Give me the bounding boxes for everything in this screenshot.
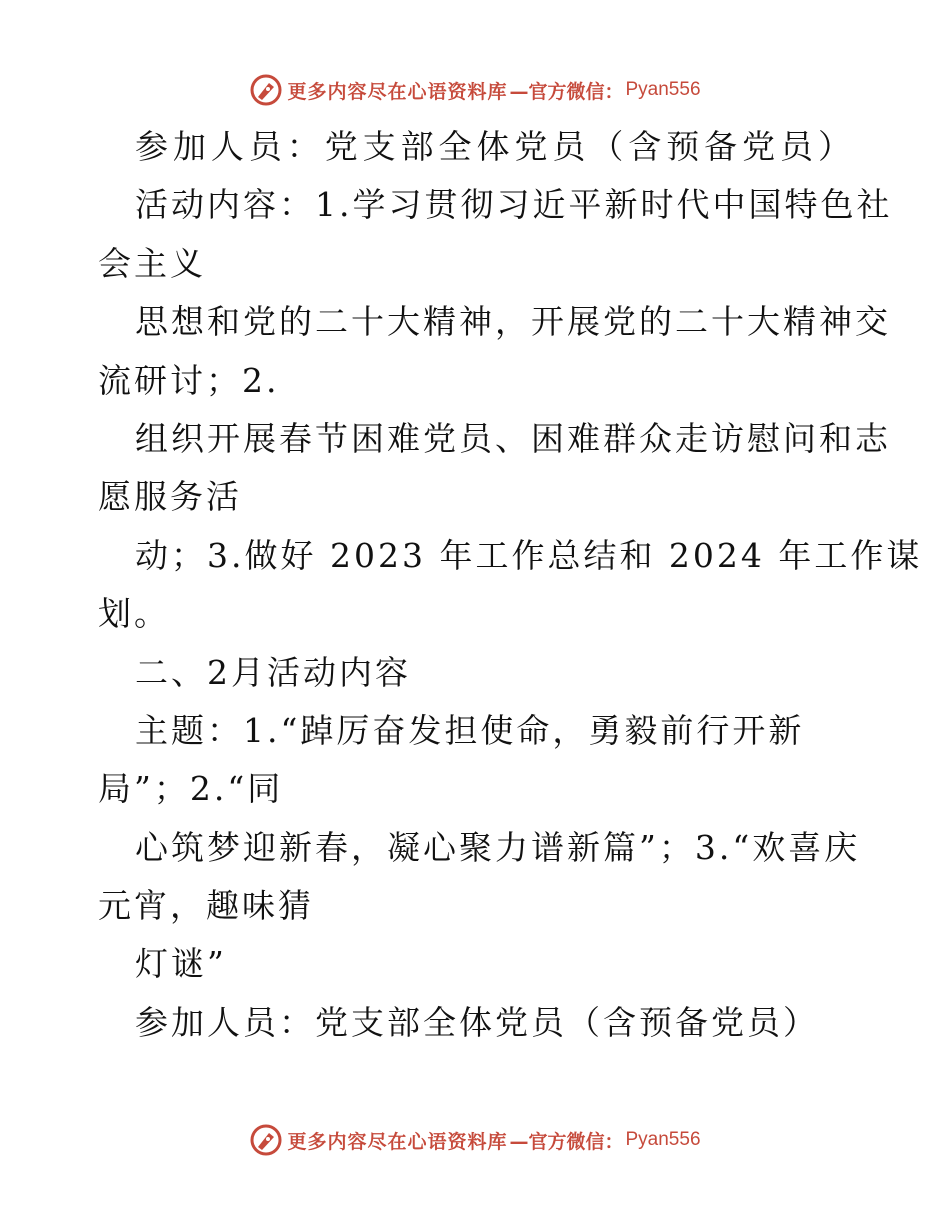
- text-line: 愿服务活: [98, 477, 242, 517]
- text-line: 参加人员：党支部全体党员（含预备党员）: [135, 127, 854, 166]
- text-line: 组织开展春节困难党员、困难群众走访慰问和志: [135, 418, 891, 458]
- text-line: 参加人员：党支部全体党员（含预备党员）: [135, 1002, 819, 1042]
- watermark-site-text: 更多内容尽在心语资料库: [287, 80, 508, 103]
- watermark-site-text: 更多内容尽在心语资料库: [287, 1130, 508, 1153]
- pen-nib-circle-icon: [249, 73, 283, 107]
- text-line: 局”；2.“同: [98, 769, 284, 809]
- text-line: 心筑梦迎新春，凝心聚力谱新篇”；3.“欢喜庆: [135, 827, 861, 867]
- footer-watermark: [0, 1122, 950, 1158]
- text-line: 会主义: [98, 243, 206, 283]
- watermark-id-text: Pyan556: [625, 1129, 701, 1150]
- text-line: 主题：1.“踔厉奋发担使命，勇毅前行开新: [135, 710, 805, 750]
- text-line: 元宵，趣味猜: [98, 886, 314, 926]
- watermark-id-text: Pyan556: [625, 79, 701, 100]
- text-line: 流研讨；2.: [98, 360, 280, 400]
- text-line: 动；3.做好 2023 年工作总结和 2024 年工作谋: [135, 535, 923, 575]
- pen-nib-circle-icon: [249, 1123, 283, 1157]
- watermark-dash-text: —官方微信：: [509, 1130, 624, 1153]
- text-line: 划。: [98, 594, 170, 634]
- section-heading: 二、2月活动内容: [135, 652, 411, 692]
- document-body: [98, 118, 923, 1052]
- text-line: 灯谜”: [135, 944, 227, 984]
- header-watermark: [0, 72, 950, 108]
- watermark-dash-text: —官方微信：: [509, 80, 624, 103]
- text-line: 思想和党的二十大精神，开展党的二十大精神交: [135, 302, 891, 342]
- text-line: 活动内容：1.学习贯彻习近平新时代中国特色社: [135, 185, 893, 225]
